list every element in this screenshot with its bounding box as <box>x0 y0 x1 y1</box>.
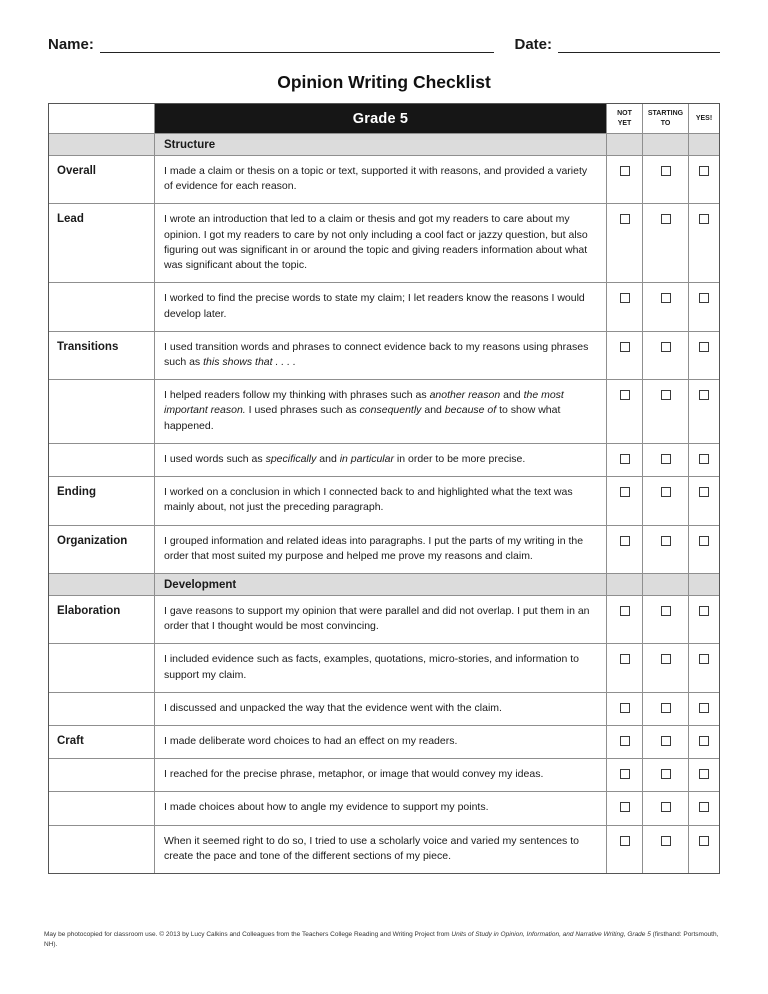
checklist-row <box>49 792 719 825</box>
checkbox-not-yet[interactable] <box>620 214 630 224</box>
checkbox-not-yet[interactable] <box>620 703 630 713</box>
checkbox-cell-starting-to <box>643 759 689 792</box>
checkbox-cell-starting-to <box>643 644 689 692</box>
checkbox-yes[interactable] <box>699 342 709 352</box>
checkbox-starting-to[interactable] <box>661 836 671 846</box>
statement-segment: I discussed and unpacked the way that the evidence went with the claim. <box>164 701 502 714</box>
checkbox-cell-not-yet <box>607 726 643 759</box>
statement-text <box>155 156 607 204</box>
section-row <box>49 134 719 156</box>
category-label: Lead <box>49 204 155 283</box>
category-label: Organization <box>49 526 155 574</box>
checklist-row <box>49 596 719 644</box>
statement-text <box>155 204 607 283</box>
checkbox-cell-not-yet <box>607 283 643 331</box>
checkbox-starting-to[interactable] <box>661 342 671 352</box>
statement-italic-segment: this shows that . . . . <box>203 355 296 368</box>
category-label <box>49 826 155 873</box>
checkbox-cell-yes <box>689 826 719 873</box>
statement-segment: and <box>500 389 524 402</box>
category-label: Elaboration <box>49 596 155 644</box>
section-rating-cell <box>643 134 689 156</box>
checkbox-cell-yes <box>689 477 719 525</box>
checkbox-cell-not-yet <box>607 759 643 792</box>
category-label <box>49 380 155 444</box>
statement-italic-segment: Units of Study in Opinion, Information, and Narrative Writing, Grade 5 <box>451 931 651 938</box>
statement-text <box>155 444 607 477</box>
checkbox-cell-not-yet <box>607 826 643 873</box>
category-label <box>49 693 155 726</box>
section-category-cell <box>49 574 155 596</box>
checklist-row <box>49 726 719 759</box>
statement-italic-segment: because of <box>444 404 497 417</box>
statement-segment: I used words such as <box>164 452 266 465</box>
statement-segment: I worked to find the precise words to state my claim; I let readers know the reasons I would develop later. <box>164 292 585 320</box>
checkbox-yes[interactable] <box>699 536 709 546</box>
checkbox-cell-starting-to <box>643 156 689 204</box>
section-title: Development <box>155 574 607 596</box>
name-input-line[interactable] <box>100 38 495 53</box>
column-header-line: TO <box>660 119 671 127</box>
category-label: Ending <box>49 477 155 525</box>
statement-segment: I gave reasons to support my opinion that were parallel and did not overlap. I put them in an order that I thought would be most convincing. <box>164 604 590 633</box>
checkbox-starting-to[interactable] <box>661 166 671 176</box>
statement-text <box>155 826 607 873</box>
statement-italic-segment: in particular <box>339 452 394 465</box>
checklist-row <box>49 204 719 283</box>
footer-credit <box>44 930 728 950</box>
statement-text <box>155 477 607 525</box>
checkbox-cell-yes <box>689 204 719 283</box>
section-rating-cell <box>607 134 643 156</box>
checkbox-yes[interactable] <box>699 454 709 464</box>
checkbox-cell-not-yet <box>607 332 643 380</box>
checkbox-cell-starting-to <box>643 693 689 726</box>
category-label <box>49 792 155 825</box>
statement-segment: in order to be more precise. <box>393 452 526 465</box>
checklist-row <box>49 693 719 726</box>
checklist-row <box>49 477 719 525</box>
category-label <box>49 283 155 331</box>
statement-text <box>155 726 607 759</box>
checklist-row <box>49 644 719 692</box>
checkbox-cell-yes <box>689 283 719 331</box>
statement-italic-segment: the most important reason. <box>164 389 564 417</box>
checkbox-cell-not-yet <box>607 380 643 444</box>
statement-segment: and <box>316 452 340 465</box>
checkbox-cell-starting-to <box>643 204 689 283</box>
column-header-starting-to <box>643 104 689 134</box>
section-rating-cell <box>689 134 719 156</box>
checkbox-starting-to[interactable] <box>661 736 671 746</box>
checkbox-cell-starting-to <box>643 444 689 477</box>
statement-segment: I worked on a conclusion in which I connected back to and highlighted what the text was mainly about, not just the preceding paragraph. <box>164 486 573 514</box>
checkbox-cell-yes <box>689 526 719 574</box>
checkbox-cell-starting-to <box>643 332 689 380</box>
checkbox-starting-to[interactable] <box>661 293 671 303</box>
checkbox-cell-yes <box>689 596 719 644</box>
statement-segment: and <box>421 404 445 417</box>
checkbox-yes[interactable] <box>699 487 709 497</box>
checkbox-not-yet[interactable] <box>620 802 630 812</box>
checkbox-cell-yes <box>689 444 719 477</box>
statement-text <box>155 644 607 692</box>
checkbox-cell-starting-to <box>643 380 689 444</box>
checkbox-starting-to[interactable] <box>661 454 671 464</box>
checkbox-starting-to[interactable] <box>661 536 671 546</box>
checkbox-cell-starting-to <box>643 726 689 759</box>
checkbox-yes[interactable] <box>699 293 709 303</box>
checkbox-not-yet[interactable] <box>620 836 630 846</box>
checkbox-yes[interactable] <box>699 802 709 812</box>
checkbox-yes[interactable] <box>699 606 709 616</box>
checkbox-cell-not-yet <box>607 596 643 644</box>
checkbox-cell-starting-to <box>643 526 689 574</box>
checkbox-cell-yes <box>689 644 719 692</box>
checkbox-cell-not-yet <box>607 792 643 825</box>
column-header-line: STARTING <box>647 110 684 118</box>
statement-segment: I included evidence such as facts, examples, quotations, micro-stories, and information to support my claim. <box>164 653 579 681</box>
statement-segment: to show what happened. <box>164 404 561 432</box>
checkbox-cell-starting-to <box>643 283 689 331</box>
checkbox-not-yet[interactable] <box>620 166 630 176</box>
date-input-line[interactable] <box>558 38 720 53</box>
statement-text <box>155 792 607 825</box>
table-header-row <box>49 104 719 134</box>
checkbox-yes[interactable] <box>699 703 709 713</box>
category-label: Transitions <box>49 332 155 380</box>
checkbox-cell-yes <box>689 380 719 444</box>
statement-segment: May be photocopied for classroom use. © 2013 by Lucy Calkins and Colleagues from the Teachers College Reading and Writing Project from <box>44 931 452 938</box>
statement-text <box>155 693 607 726</box>
checkbox-yes[interactable] <box>699 166 709 176</box>
checkbox-starting-to[interactable] <box>661 802 671 812</box>
checkbox-not-yet[interactable] <box>620 769 630 779</box>
statement-segment: I wrote an introduction that led to a claim or thesis and got my readers to care about my opinion. I got my readers to care by not only including a cool fact or jazzy question, but also figuring out was significant in or around the topic and giving readers information about what was significant about the topic. <box>164 213 588 272</box>
column-header-yes <box>689 104 719 134</box>
statement-segment: I reached for the precise phrase, metaphor, or image that would convey my ideas. <box>164 768 544 781</box>
checkbox-cell-yes <box>689 759 719 792</box>
checklist-row <box>49 380 719 444</box>
statement-segment: I made deliberate word choices to had an effect on my readers. <box>164 735 458 748</box>
section-row <box>49 574 719 596</box>
checklist-row <box>49 826 719 873</box>
name-label: Name: <box>48 36 94 53</box>
checkbox-cell-yes <box>689 792 719 825</box>
section-rating-cell <box>689 574 719 596</box>
checkbox-not-yet[interactable] <box>620 536 630 546</box>
statement-segment: I helped readers follow my thinking with phrases such as <box>164 389 430 402</box>
category-label: Craft <box>49 726 155 759</box>
statement-segment: I made a claim or thesis on a topic or text, supported it with reasons, and provided a variety of evidence for each reason. <box>164 165 588 193</box>
checkbox-cell-yes <box>689 726 719 759</box>
checkbox-not-yet[interactable] <box>620 390 630 400</box>
checkbox-cell-not-yet <box>607 693 643 726</box>
statement-text <box>155 283 607 331</box>
checkbox-starting-to[interactable] <box>661 390 671 400</box>
grade-header: Grade 5 <box>155 104 607 134</box>
statement-segment: I made choices about how to angle my evidence to support my points. <box>164 801 489 814</box>
checkbox-yes[interactable] <box>699 769 709 779</box>
statement-segment: When it seemed right to do so, I tried to use a scholarly voice and varied my sentences to create the pace and tone of the different sections of my piece. <box>164 834 579 862</box>
checkbox-cell-not-yet <box>607 477 643 525</box>
checkbox-yes[interactable] <box>699 736 709 746</box>
statement-italic-segment: another reason <box>429 389 501 402</box>
checkbox-cell-starting-to <box>643 826 689 873</box>
checkbox-cell-yes <box>689 332 719 380</box>
checklist-row <box>49 332 719 380</box>
category-label <box>49 644 155 692</box>
checkbox-not-yet[interactable] <box>620 487 630 497</box>
checkbox-starting-to[interactable] <box>661 214 671 224</box>
category-label <box>49 444 155 477</box>
statement-segment: (firsthand: Portsmouth, NH). <box>44 931 719 949</box>
statement-segment: I grouped information and related ideas into paragraphs. I put the parts of my writing in the order that most suited my purpose and helped me prove my reasons and claim. <box>164 534 584 562</box>
checkbox-yes[interactable] <box>699 390 709 400</box>
checklist-row <box>49 283 719 331</box>
statement-italic-segment: specifically <box>265 452 317 465</box>
column-header-line: YES! <box>695 114 713 122</box>
checklist-row <box>49 526 719 574</box>
category-label: Overall <box>49 156 155 204</box>
checkbox-starting-to[interactable] <box>661 703 671 713</box>
checkbox-cell-yes <box>689 693 719 726</box>
checkbox-starting-to[interactable] <box>661 654 671 664</box>
statement-text <box>155 526 607 574</box>
statement-text <box>155 380 607 444</box>
checkbox-not-yet[interactable] <box>620 342 630 352</box>
checkbox-yes[interactable] <box>699 214 709 224</box>
date-label: Date: <box>514 36 552 53</box>
checkbox-cell-starting-to <box>643 792 689 825</box>
statement-text <box>155 332 607 380</box>
checklist-row <box>49 759 719 792</box>
statement-segment: I used transition words and phrases to connect evidence back to my reasons using phrases such as <box>164 340 589 368</box>
checkbox-not-yet[interactable] <box>620 654 630 664</box>
checkbox-yes[interactable] <box>699 836 709 846</box>
checkbox-starting-to[interactable] <box>661 769 671 779</box>
checkbox-cell-not-yet <box>607 644 643 692</box>
column-header-not-yet <box>607 104 643 134</box>
page-title: Opinion Writing Checklist <box>277 72 491 92</box>
checkbox-yes[interactable] <box>699 654 709 664</box>
checkbox-cell-starting-to <box>643 596 689 644</box>
checkbox-cell-not-yet <box>607 526 643 574</box>
checkbox-not-yet[interactable] <box>620 293 630 303</box>
checklist-table <box>48 103 720 874</box>
checkbox-not-yet[interactable] <box>620 606 630 616</box>
section-rating-cell <box>607 574 643 596</box>
checkbox-cell-starting-to <box>643 477 689 525</box>
category-label <box>49 759 155 792</box>
checkbox-starting-to[interactable] <box>661 487 671 497</box>
checklist-row <box>49 444 719 477</box>
column-header-line: NOT <box>617 110 632 118</box>
statement-italic-segment: consequently <box>359 404 422 417</box>
checkbox-cell-yes <box>689 156 719 204</box>
statement-text <box>155 759 607 792</box>
section-rating-cell <box>643 574 689 596</box>
statement-text <box>155 596 607 644</box>
table-corner-cell <box>49 104 155 134</box>
checkbox-not-yet[interactable] <box>620 454 630 464</box>
name-date-line <box>48 36 720 53</box>
checklist-row <box>49 156 719 204</box>
column-header-line: YET <box>617 119 632 127</box>
checkbox-cell-not-yet <box>607 204 643 283</box>
checkbox-cell-not-yet <box>607 444 643 477</box>
section-title: Structure <box>155 134 607 156</box>
checkbox-not-yet[interactable] <box>620 736 630 746</box>
checkbox-cell-not-yet <box>607 156 643 204</box>
statement-segment: I used phrases such as <box>245 404 360 417</box>
checkbox-starting-to[interactable] <box>661 606 671 616</box>
section-category-cell <box>49 134 155 156</box>
